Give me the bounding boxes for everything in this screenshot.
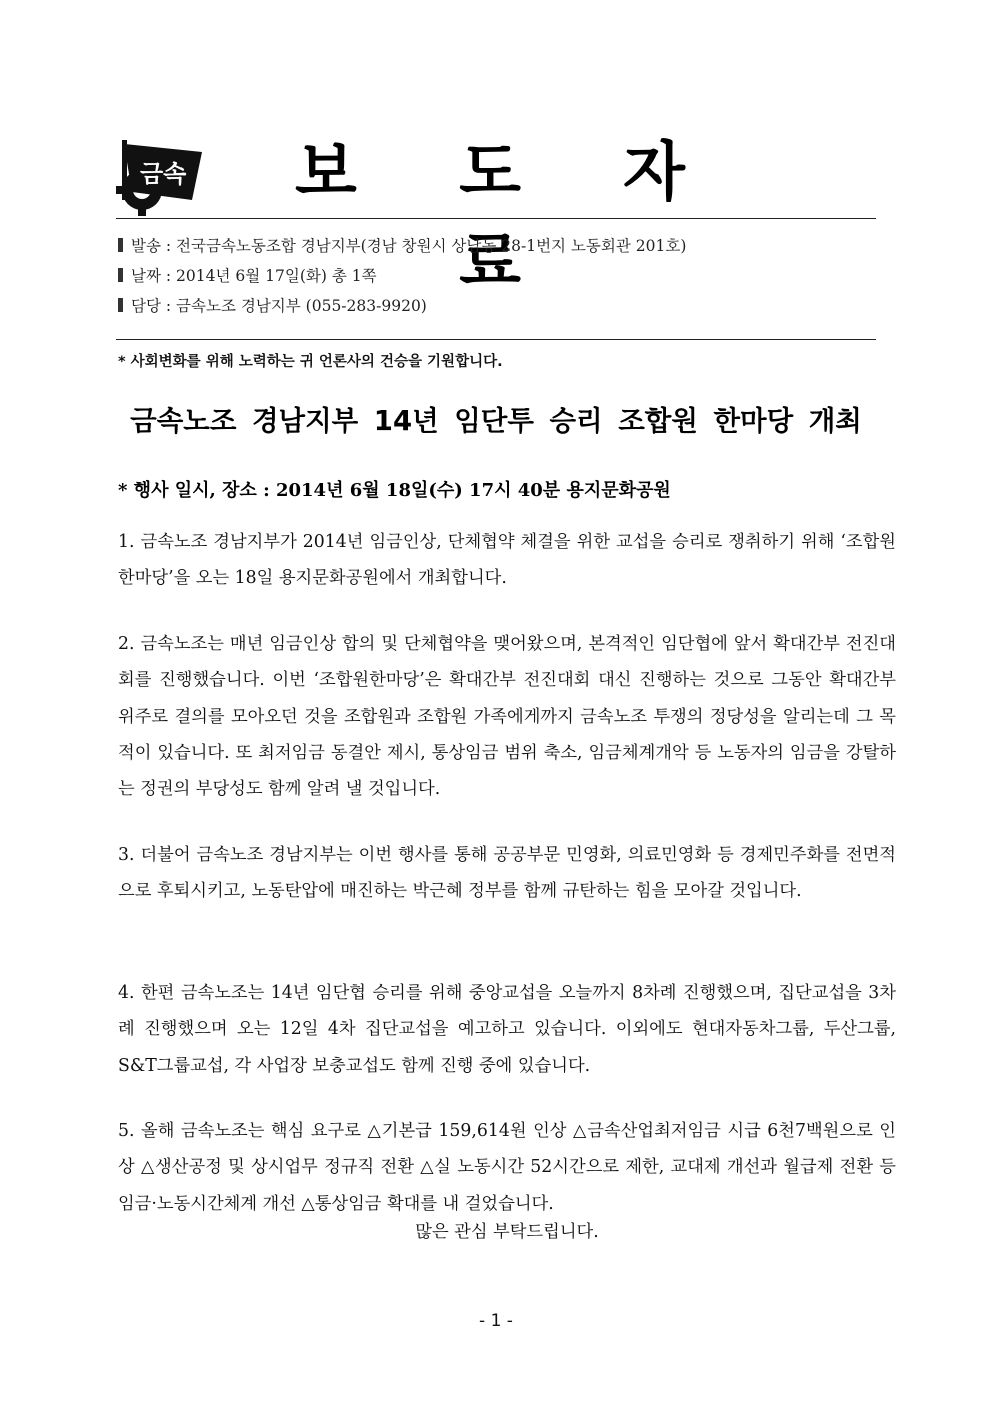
meta-label: 발송	[131, 237, 161, 255]
meta-label: 담당	[131, 297, 161, 315]
notice-text: * 사회변화를 위해 노력하는 귀 언론사의 건승을 기원합니다.	[118, 354, 503, 370]
event-info: * 행사 일시, 장소 : 2014년 6월 18일(수) 17시 40분 용지문화공원	[118, 480, 671, 501]
document-title: 보 도 자 료	[294, 136, 726, 300]
meta-contact: 담당 : 금속노조 경남지부 (055-283-9920)	[118, 295, 427, 317]
bullet-bar	[118, 298, 123, 312]
top-divider	[116, 218, 876, 219]
meta-value: 2014년 6월 17일(화) 총 1쪽	[176, 267, 377, 285]
closing-line: 많은 관심 부탁드립니다.	[415, 1222, 599, 1242]
union-logo-icon	[112, 138, 208, 216]
page-number: - 1 -	[479, 1311, 513, 1331]
paragraph-1: 1. 금속노조 경남지부가 2014년 임금인상, 단체협약 체결을 위한 교섭을 승리로 쟁취하기 위해 ‘조합원한마당’을 오는 18일 용지문화공원에서 개최합니다.	[118, 532, 896, 589]
paragraph-2: 2. 금속노조는 매년 임금인상 합의 및 단체협약을 맺어왔으며, 본격적인 임단협에 앞서 확대간부 전진대회를 진행했습니다. 이번 ‘조합원한마당’은 확대간부 전진대회 대신 진행하는 것으로 그동안 확대간부 위주로 결의를 모아오던 것을 조합원과 조합원 가족에게까지 금속노조 투쟁의 정당성을 알리는데 그 목적이 있습니다. 또 최저임금 동결안 제시, 통상임금 범위 축소, 임금체계개악 등 노동자의 임금을 강탈하는 정권의 부당성도 함께 알려 낼 것입니다.	[118, 634, 896, 800]
meta-value: 금속노조 경남지부 (055-283-9920)	[176, 297, 427, 315]
bullet-bar	[118, 238, 123, 252]
meta-value: 전국금속노동조합 경남지부(경남 창원시 상남동 28-1번지 노동회관 201호)	[176, 237, 687, 255]
headline: 금속노조 경남지부 14년 임단투 승리 조합원 한마당 개최	[130, 405, 862, 437]
paragraph-4: 4. 한편 금속노조는 14년 임단협 승리를 위해 중앙교섭을 오늘까지 8차례 진행했으며, 집단교섭을 3차례 진행했으며 오는 12일 4차 집단교섭을 예고하고 있습니다. 이외에도 현대자동차그룹, 두산그룹, S&T그룹교섭, 각 사업장 보충교섭도 함께 진행 중에 있습니다.	[118, 983, 896, 1076]
meta-date: 날짜 : 2014년 6월 17일(화) 총 1쪽	[118, 265, 377, 287]
logo-text: 금속	[140, 160, 187, 188]
paragraph-5: 5. 올해 금속노조는 핵심 요구로 △기본급 159,614원 인상 △금속산업최저임금 시급 6천7백원으로 인상 △생산공정 및 상시업무 정규직 전환 △실 노동시간 52시간으로 제한, 교대제 개선과 월급제 전환 등 임금·노동시간체계 개선 △통상임금 확대를 내 걸었습니다.	[118, 1121, 896, 1214]
meta-sender: 발송 : 전국금속노동조합 경남지부(경남 창원시 상남동 28-1번지 노동회관 201호)	[118, 235, 686, 257]
meta-label: 날짜	[131, 267, 161, 285]
paragraph-3: 3. 더불어 금속노조 경남지부는 이번 행사를 통해 공공부문 민영화, 의료민영화 등 경제민주화를 전면적으로 후퇴시키고, 노동탄압에 매진하는 박근혜 정부를 함께 규탄하는 힘을 모아갈 것입니다.	[118, 845, 896, 902]
union-logo	[112, 138, 208, 216]
bottom-divider	[116, 339, 876, 340]
bullet-bar	[118, 268, 123, 282]
